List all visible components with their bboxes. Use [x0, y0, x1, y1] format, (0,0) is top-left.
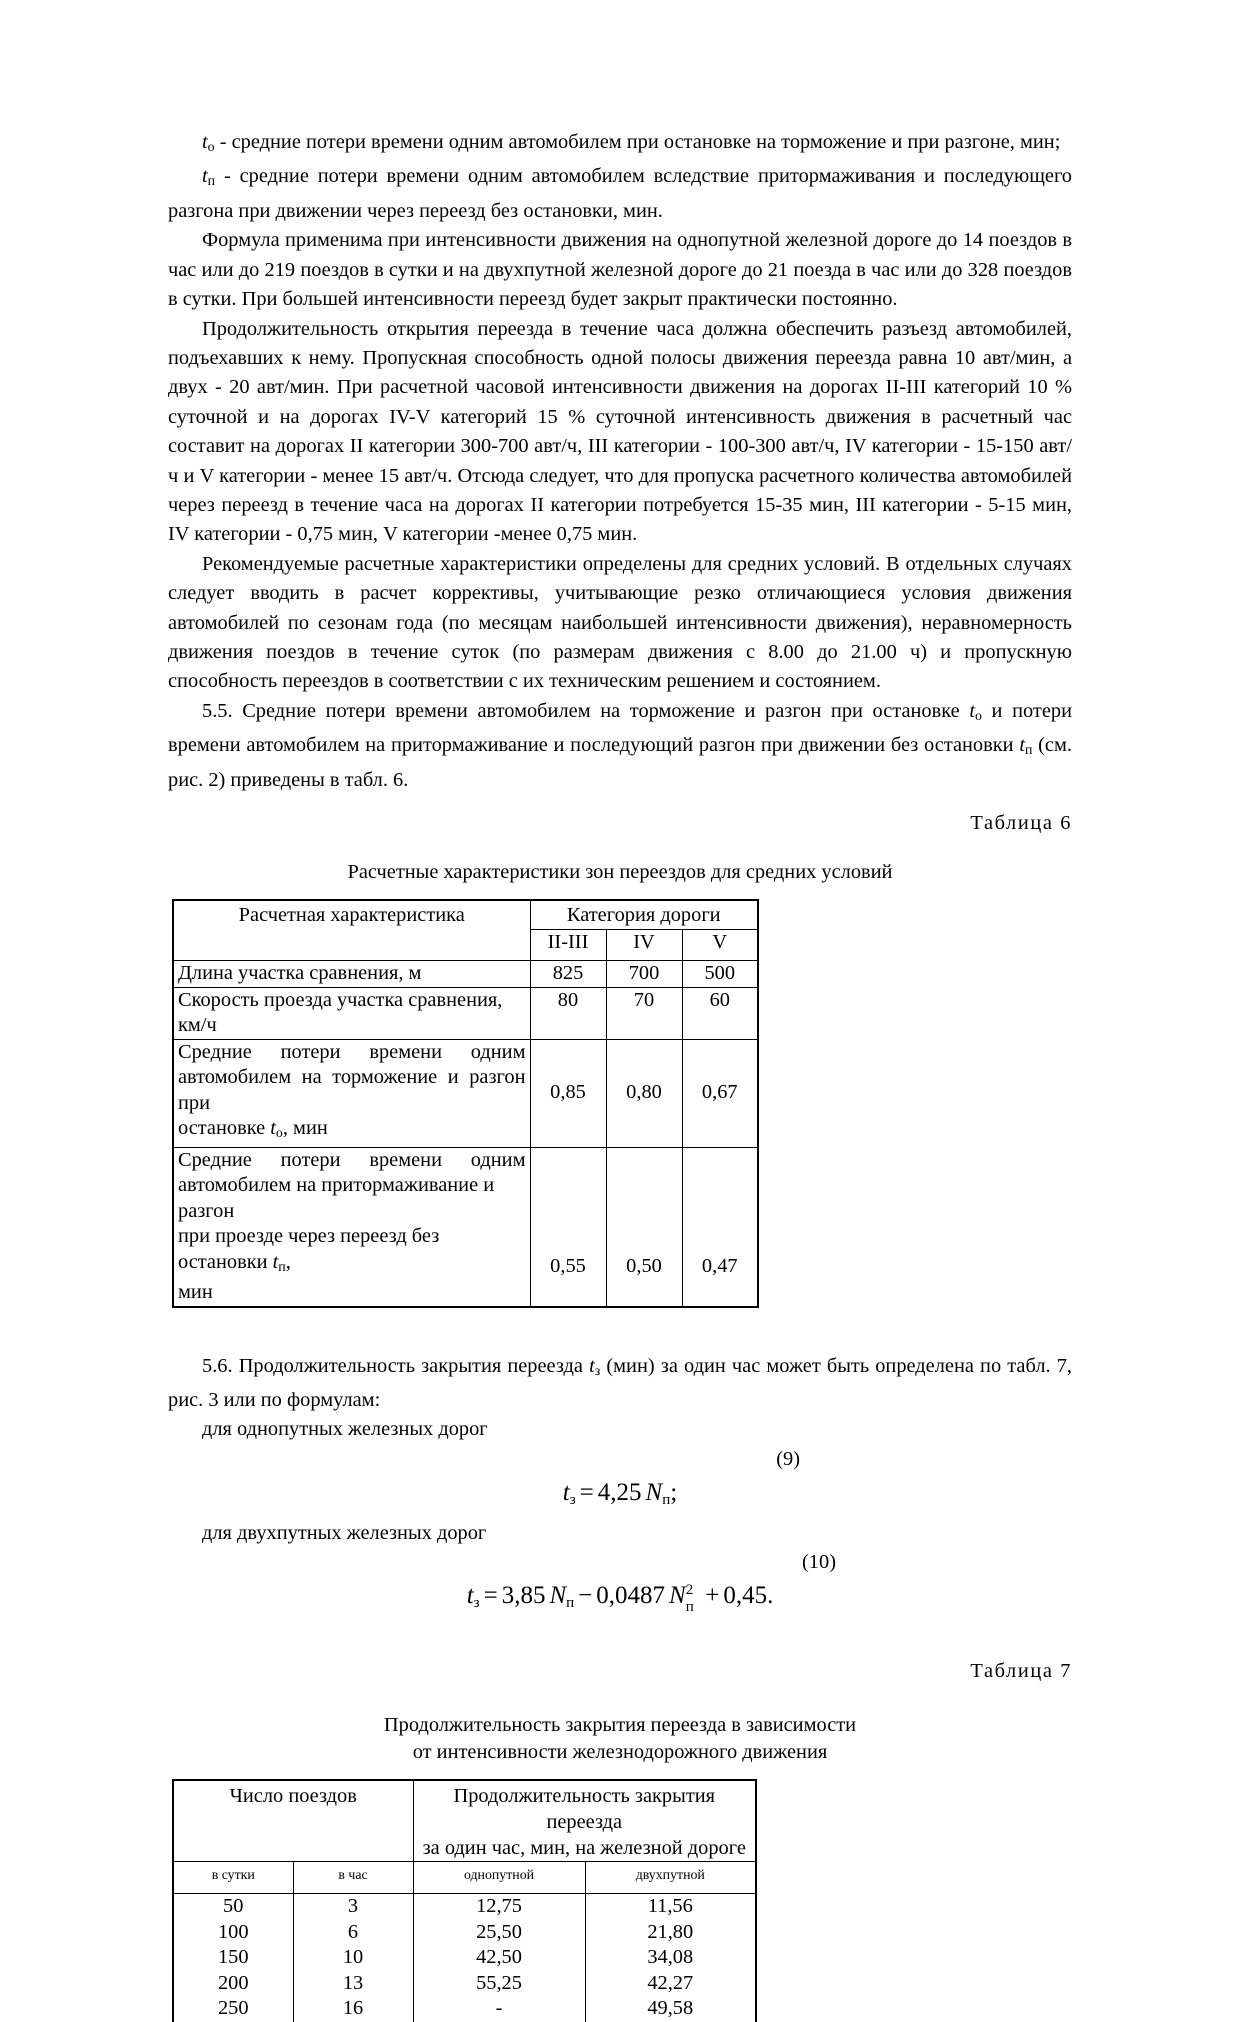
equation-10-constant: 0,45.: [723, 1582, 774, 1610]
table7-row4-double: 42,27: [585, 1971, 756, 1997]
table-row: [173, 1147, 758, 1307]
table7-row1-single: 12,75: [413, 1894, 585, 1920]
equation-10-var-2: N: [669, 1582, 686, 1610]
variable-t-o-inline-base: t: [969, 699, 975, 722]
table7-body: [173, 1894, 756, 2022]
table6-row1-v: 500: [682, 961, 758, 988]
table7-row5-double: 49,58: [585, 1996, 756, 2022]
table-row: [173, 987, 758, 1039]
table6-row3-label-line3: [178, 1116, 526, 1147]
table6-row4-label-line2: автомобилем на притормаживание и разгон: [178, 1174, 495, 1222]
table7-head: [173, 1780, 756, 1894]
table6-row4-label-line4: мин: [178, 1281, 213, 1304]
equation-10-var-2-sub: п: [685, 1598, 694, 1615]
table7-row2-double: 21,80: [585, 1920, 756, 1946]
table6-row4-ii-iii: 0,55: [530, 1147, 606, 1307]
table-row: [173, 1996, 756, 2022]
table6-row3-label: [173, 1039, 530, 1147]
equation-10-var-1-sub: п: [566, 1595, 575, 1612]
table6-row4-iv: 0,50: [606, 1147, 682, 1307]
paragraph-crossing-open-duration: Продолжительность открытия переезда в течение часа должна обеспечить разъезд автомобилей, подъехавших к нему. Пропускная способность одной полосы движения переезда равна 10 авт/мин, а двух - 20 авт/мин. При расчетной часовой интенсивности движения на дорогах II-III категорий 10 % суточной и на дорогах IV-V категорий 15 % суточной интенсивность движения в расчетный час составит на дорогах II категории 300-700 авт/ч, III категории - 100-300 авт/ч, IV категории - 15-150 авт/ч и V категории - менее 15 авт/ч. Отсюда следует, что для пропуска расчетного количества автомобилей через переезд в течение часа на дорогах II категории потребуется 15-35 мин, III категории - 5-15 мин, IV категории - 0,75 мин, V категории -менее 0,75 мин.: [168, 317, 1072, 546]
page-content: [168, 128, 1072, 2022]
table7-header-row-1: [173, 1780, 756, 1862]
table7-header-row-2: [173, 1862, 756, 1894]
table6-header-characteristic: Расчетная характеристика: [173, 900, 530, 961]
paragraph-recommended-characteristics: Рекомендуемые расчетные характеристики определены для средних условий. В отдельных случаях следует вводить в расчет коррективы, учитывающие резко отличающиеся условия движения автомобилей по сезонам года (по месяцам наибольшей интенсивности движения), неравномерность движения поездов в течение суток (по размерам движения с 8.00 до 21.00 ч) и пропускную способность переездов в соответствии с их техническим решением и состоянием.: [168, 552, 1072, 693]
equation-10-coef-1: 3,85: [501, 1582, 546, 1610]
variable-t-p-inline-base: t: [1019, 734, 1025, 757]
table6-column-v: V: [682, 930, 758, 961]
variable-t-p-inline: [1019, 734, 1033, 759]
table7-header-duration: [413, 1780, 756, 1862]
table6-row4-v: 0,47: [682, 1147, 758, 1307]
equation-10-lhs-var: t: [466, 1582, 474, 1610]
table7-row2-per-hour: 6: [293, 1920, 413, 1946]
table7-column-per-hour: в час: [293, 1862, 413, 1894]
table6-row4-variable-t-p: [273, 1251, 286, 1273]
equation-9-number-row: [168, 1445, 1072, 1474]
equation-9-coefficient: 4,25: [597, 1478, 642, 1506]
equation-9-number: (9): [776, 1447, 800, 1470]
table6-row4-label-line3-pre: при проезде через переезд без остановки: [178, 1225, 440, 1273]
equation-10-lhs-sub: з: [473, 1595, 480, 1612]
equation-10-minus: −: [578, 1582, 593, 1610]
equation-9-var-sub: п: [662, 1492, 671, 1509]
table6-row4-label-line3-post: ,: [285, 1250, 291, 1273]
paragraph-t-p-definition: [168, 162, 1072, 226]
clause-5-6-text-b: (мин) за один час может быть определена по табл. 7, рис. 3 или по формулам:: [168, 1354, 1073, 1412]
table7-row1-per-day: 50: [173, 1894, 293, 1920]
variable-t-p-inline-subscript: п: [1024, 743, 1033, 759]
clause-5-5-text-c: (см. рис. 2) приведены в табл. 6.: [168, 734, 1072, 791]
table7-row2-per-day: 100: [173, 1920, 293, 1946]
table7-row4-per-day: 200: [173, 1971, 293, 1997]
table6-number-label: Таблица 6: [970, 812, 1072, 835]
table7-row5-single: -: [413, 1996, 585, 2022]
table7-row3-per-hour: 10: [293, 1945, 413, 1971]
variable-t-p-base: t: [202, 165, 208, 188]
table-7: [172, 1779, 757, 2022]
equation-10: [168, 1577, 1072, 1622]
table6-row3-label-line2: автомобилем на торможение и разгон при: [178, 1066, 526, 1114]
variable-t-o-base: t: [202, 131, 208, 153]
clause-5-6-text-a: 5.6. Продолжительность закрытия переезда: [202, 1354, 590, 1377]
table7-row4-single: 55,25: [413, 1971, 585, 1997]
label-single-track-railways: для однопутных железных дорог: [202, 1418, 488, 1441]
table6-row1-label: Длина участка сравнения, м: [173, 961, 530, 988]
table6-head: [173, 900, 758, 961]
table6-row3-variable-base: t: [270, 1117, 276, 1140]
table-row: [173, 1039, 758, 1147]
table7-header-duration-line-1: Продолжительность закрытия переезда: [453, 1785, 716, 1834]
table7-row2-single: 25,50: [413, 1920, 585, 1946]
table-row: [173, 1920, 756, 1946]
table6-title: Расчетные характеристики зон переездов для средних условий: [347, 860, 893, 883]
table7-row5-per-day: 250: [173, 1996, 293, 2022]
table7-column-single-track: однопутной: [413, 1862, 585, 1894]
table6-row3-label-line3-pre: остановке: [178, 1117, 271, 1140]
table7-title-line-1: Продолжительность закрытия переезда в зависимости: [383, 1714, 857, 1737]
paragraph-t-o-definition: [168, 128, 1072, 162]
variable-t-p: [202, 165, 216, 190]
table7-number-label: Таблица 7: [970, 1659, 1072, 1682]
table7-row1-double: 11,56: [585, 1894, 756, 1920]
paragraph-clause-5-6: [168, 1352, 1072, 1416]
variable-t-o-subscript: о: [207, 140, 215, 156]
table6-row2-label: Скорость проезда участка сравнения, км/ч: [173, 987, 530, 1039]
table6-header-row-1: [173, 900, 758, 930]
table6-row1-iv: 700: [606, 961, 682, 988]
paragraph-clause-5-5: [168, 697, 1072, 795]
equation-10-number-row: [168, 1548, 1072, 1577]
paragraph-formula-applicability: Формула применима при интенсивности движения на однопутной железной дороге до 14 поездов в час или до 219 поездов в сутки и на двухпутной железной дороге до 21 поезда в час или до 328 поездов в сутки. При большей интенсивности переезд будет закрыт практически постоянно.: [168, 229, 1072, 311]
equation-10-var-1: N: [549, 1582, 567, 1610]
clause-5-5-text-a: 5.5. Средние потери времени автомобилем на торможение и разгон при остановке: [202, 699, 970, 722]
table7-row5-per-hour: 16: [293, 1996, 413, 2022]
table6-row1-ii-iii: 825: [530, 961, 606, 988]
label-double-track-railways: для двухпутных железных дорог: [202, 1522, 487, 1545]
table6-row2-v: 60: [682, 987, 758, 1039]
equation-9-var: N: [645, 1478, 663, 1506]
table6-row3-ii-iii: 0,85: [530, 1039, 606, 1147]
table6-body: [173, 961, 758, 1307]
equation-10-var-2-scripts: [685, 1578, 702, 1615]
variable-t-p-subscript: п: [207, 174, 216, 190]
table-row: [173, 1894, 756, 1920]
table-6: [172, 899, 759, 1308]
equation-10-equals: =: [483, 1582, 498, 1610]
table7-header-duration-line-2: за один час, мин, на железной дороге: [422, 1837, 746, 1860]
equation-9-lhs-var: t: [562, 1478, 570, 1506]
variable-t-z-subscript: з: [594, 1363, 601, 1379]
paragraph-t-p-text: - средние потери времени одним автомобилем вследствие притормаживания и последующего разгона при движении через переезд без остановки, мин.: [168, 165, 1072, 222]
table6-row2-iv: 70: [606, 987, 682, 1039]
table7-header-trains: Число поездов: [173, 1780, 413, 1862]
table7-row3-single: 42,50: [413, 1945, 585, 1971]
table6-row3-variable-t-o: [270, 1117, 283, 1142]
equation-10-coef-2: 0,0487: [596, 1582, 666, 1610]
table6-row2-ii-iii: 80: [530, 987, 606, 1039]
table6-header-group-category: Категория дороги: [530, 900, 758, 930]
table6-row4-variable-base: t: [272, 1250, 279, 1273]
table6-row4-label: [173, 1147, 530, 1307]
table6-row4-label-line3: [178, 1224, 526, 1280]
table7-column-double-track: двухпутной: [585, 1862, 756, 1894]
table6-column-ii-iii: II-III: [530, 930, 606, 961]
table6-row3-variable-subscript: о: [275, 1126, 283, 1142]
variable-t-o: [202, 131, 215, 156]
equation-10-var-2-sup: 2: [685, 1581, 694, 1598]
equation-9: [168, 1474, 1072, 1519]
table7-row1-per-hour: 3: [293, 1894, 413, 1920]
equation-10-plus: +: [705, 1582, 720, 1610]
variable-t-o-inline: [969, 700, 982, 722]
table-row: [173, 961, 758, 988]
table6-row3-label-line1: Средние потери времени одним: [178, 1040, 526, 1063]
clause-5-5-text-b: и потери времени автомобилем на притормаживание и последующий разгон при движении без остановки: [168, 699, 1073, 757]
table7-row3-per-day: 150: [173, 1945, 293, 1971]
equation-9-tail: ;: [670, 1478, 678, 1506]
table6-row3-v: 0,67: [682, 1039, 758, 1147]
paragraph-t-o-text: - средние потери времени одним автомобилем при остановке на торможение и при разгоне, мин;: [214, 131, 1061, 153]
table6-row4-label-line1: Средние потери времени одним: [178, 1148, 526, 1171]
table7-title-line-2: от интенсивности железнодорожного движения: [412, 1741, 828, 1764]
table6-row3-label-line3-post: , мин: [282, 1117, 328, 1140]
equation-10-number: (10): [802, 1551, 836, 1574]
equation-9-equals: =: [579, 1478, 594, 1506]
variable-t-z-inline: [589, 1355, 600, 1377]
table6-row3-iv: 0,80: [606, 1039, 682, 1147]
table6-column-iv: IV: [606, 930, 682, 961]
table-row: [173, 1971, 756, 1997]
table-row: [173, 1945, 756, 1971]
table7-column-per-day: в сутки: [173, 1862, 293, 1894]
equation-9-lhs-sub: з: [569, 1492, 576, 1509]
variable-t-o-inline-subscript: о: [975, 708, 982, 724]
table7-row4-per-hour: 13: [293, 1971, 413, 1997]
table6-row4-variable-subscript: п: [278, 1259, 286, 1275]
table7-row3-double: 34,08: [585, 1945, 756, 1971]
variable-t-z-base: t: [589, 1354, 595, 1377]
